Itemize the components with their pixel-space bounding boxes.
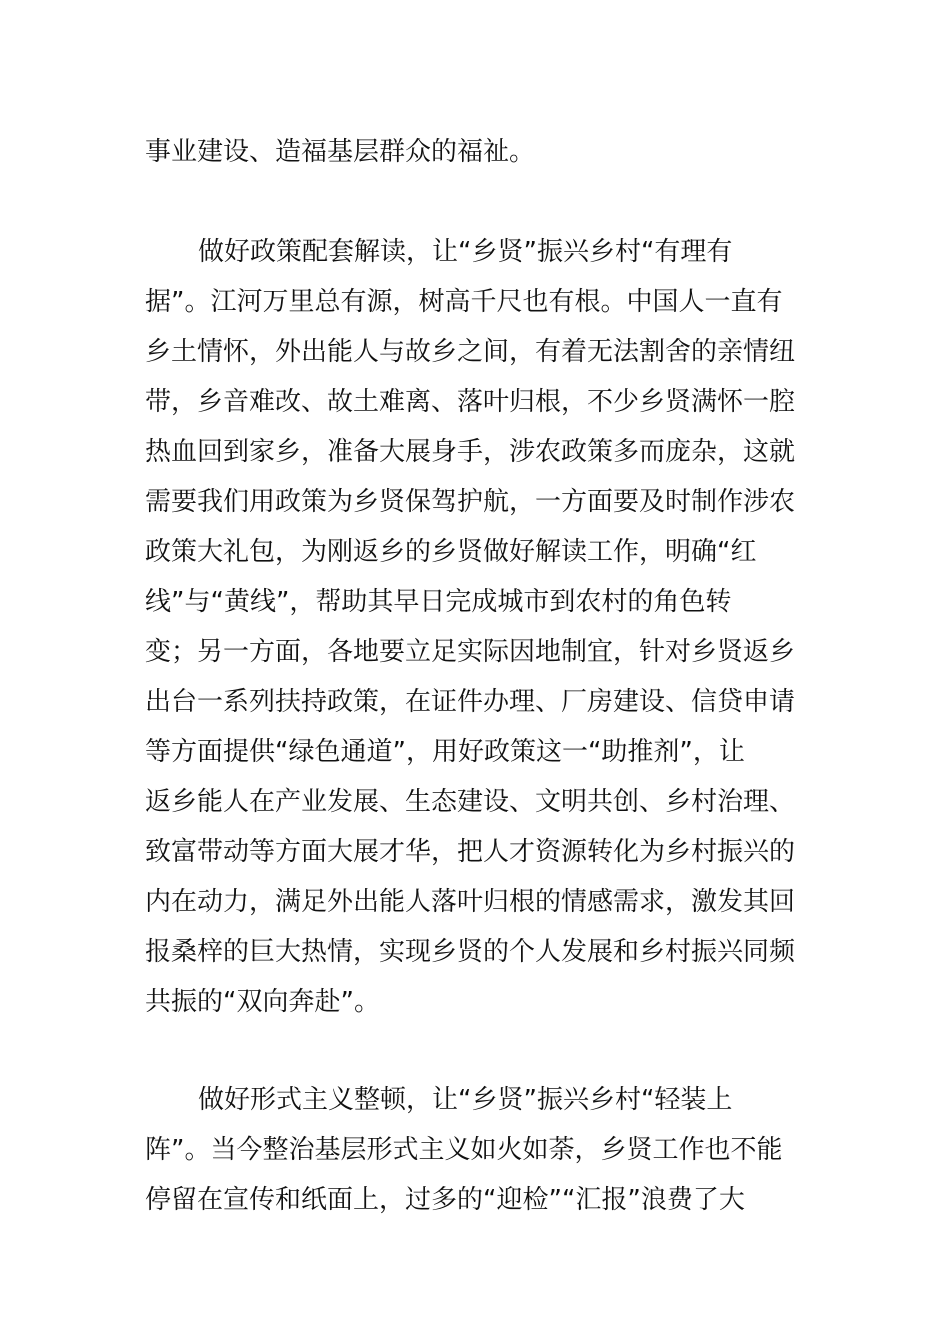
text-line: 据”。江河万里总有源，树高千尺也有根。中国人一直有 (145, 287, 783, 317)
text-line: 返乡能人在产业发展、生态建设、文明共创、乡村治理、 (145, 787, 796, 817)
text-line: 致富带动等方面大展才华，把人才资源转化为乡村振兴的 (145, 837, 796, 867)
text-line: 线”与“黄线”，帮助其早日完成城市到农村的角色转 (145, 587, 732, 617)
text-line: 报桑梓的巨大热情，实现乡贤的个人发展和乡村振兴同频 (145, 937, 796, 967)
text-line: 热血回到家乡，准备大展身手，涉农政策多而庞杂，这就 (145, 437, 796, 467)
text-line: 需要我们用政策为乡贤保驾护航，一方面要及时制作涉农 (145, 487, 796, 517)
paragraph-first-line: 做好形式主义整顿，让“乡贤”振兴乡村“轻装上 (198, 1085, 733, 1115)
text-line: 政策大礼包，为刚返乡的乡贤做好解读工作，明确“红 (145, 537, 757, 567)
text-line: 阵”。当今整治基层形式主义如火如荼，乡贤工作也不能 (145, 1135, 783, 1165)
text-line: 内在动力，满足外出能人落叶归根的情感需求，激发其回 (145, 887, 796, 917)
text-line: 等方面提供“绿色通道”，用好政策这一“助推剂”，让 (145, 737, 745, 767)
text-line: 变；另一方面，各地要立足实际因地制宜，针对乡贤返乡 (145, 637, 796, 667)
text-line: 事业建设、造福基层群众的福祉。 (145, 137, 536, 167)
text-line: 停留在宣传和纸面上，过多的“迎检”“汇报”浪费了大 (145, 1185, 745, 1215)
text-line: 带，乡音难改、故土难离、落叶归根，不少乡贤满怀一腔 (145, 387, 796, 417)
paragraph-first-line: 做好政策配套解读，让“乡贤”振兴乡村“有理有 (198, 237, 733, 267)
text-line: 乡土情怀，外出能人与故乡之间，有着无法割舍的亲情纽 (145, 337, 796, 367)
text-line: 共振的“双向奔赴”。 (145, 987, 380, 1017)
text-line: 出台一系列扶持政策，在证件办理、厂房建设、信贷申请 (145, 687, 796, 717)
